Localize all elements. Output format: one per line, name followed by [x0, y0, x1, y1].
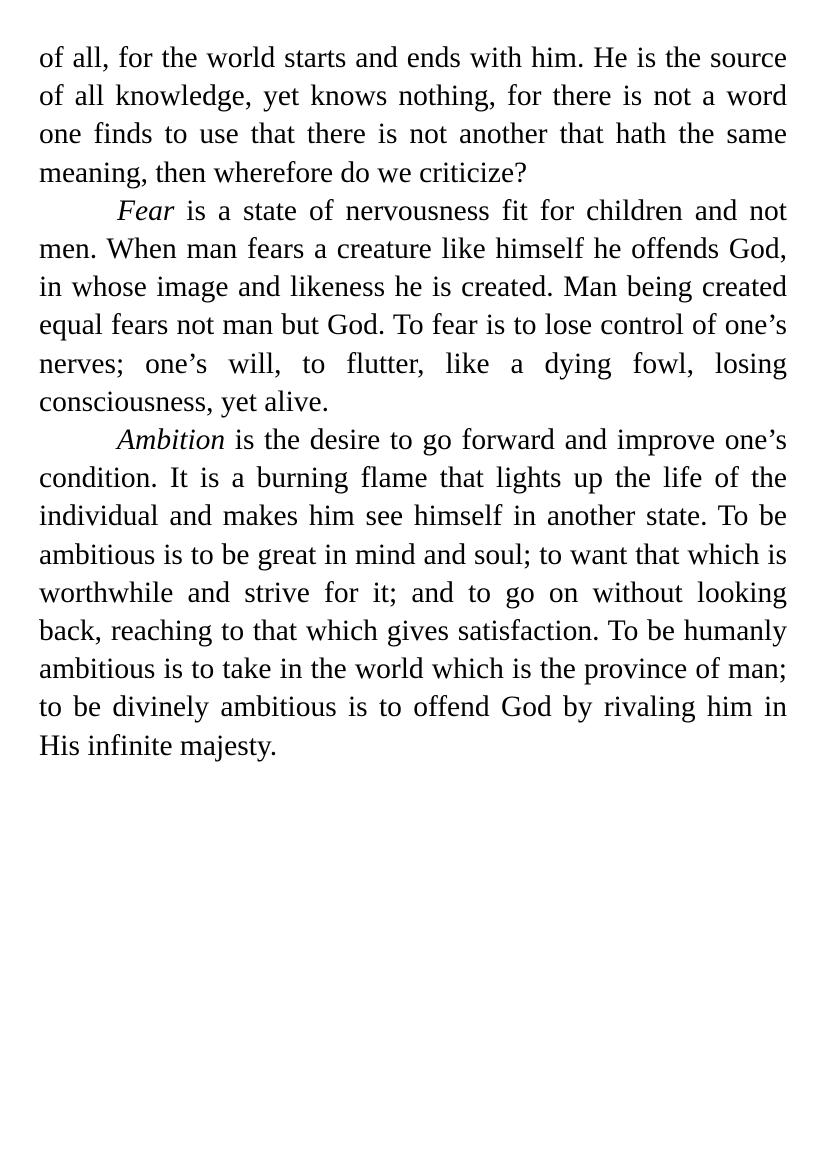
paragraph-continuation [39, 39, 787, 192]
paragraph-text: of all, for the world starts and ends with him. He is the source of all knowledge, yet knows nothing, for there is not a word one finds to use that there is not another that hath the same meaning, then wherefore do we criticize? [39, 42, 787, 189]
defined-term: Fear [117, 194, 175, 227]
paragraph-fear [39, 192, 787, 421]
paragraph-text: is a state of nervousness fit for children and not men. When man fears a creature like himself he offends God, in whose image and likeness he is created. Man being created equal fears not man but God. To fear is to lose control of one’s nerves; one’s will, to flutter, like a dying fowl, losing consciousness, yet alive. [39, 194, 787, 418]
paragraph-text: is the desire to go forward and improve one’s condition. It is a burning flame that lights up the life of the individual and makes him see himself in another state. To be ambitious is to be great in mind and soul; to want that which is worthwhile and strive for it; and to go on without looking back, reaching to that which gives satisfaction. To be humanly ambitious is to take in the world which is the province of man; to be divinely ambitious is to offend God by rivaling him in His infinite majesty. [39, 424, 787, 762]
paragraph-ambition [39, 421, 787, 765]
defined-term: Ambition [117, 424, 226, 457]
document-page [39, 39, 787, 765]
